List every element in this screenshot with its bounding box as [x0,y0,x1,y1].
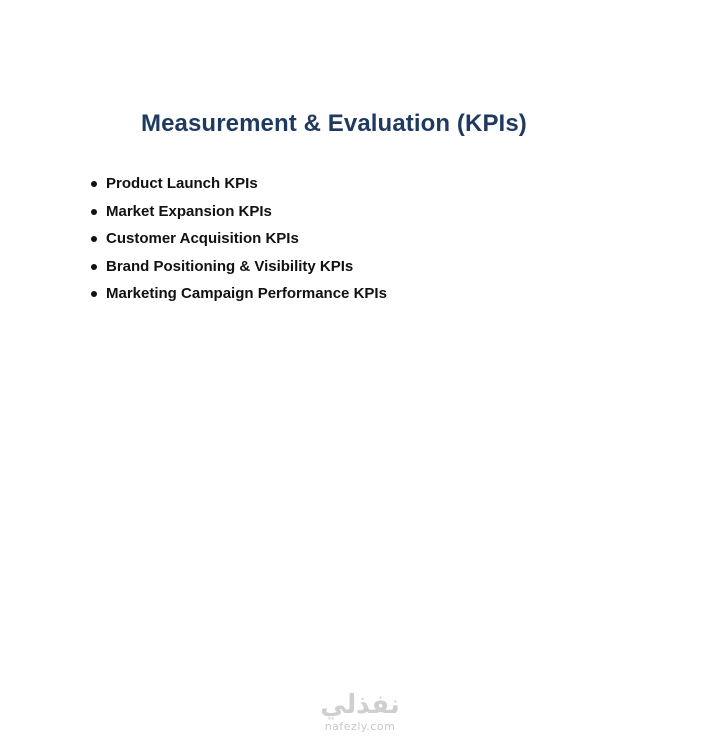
watermark-latin-text: nafezly.com [324,720,396,733]
list-item [88,283,387,311]
list-item [88,201,387,229]
list-item-label: Brand Positioning & Visibility KPIs [106,257,354,275]
list-item-label: Product Launch KPIs [106,175,258,192]
bullet-icon [91,209,97,215]
list-item-label: Market Expansion KPIs [106,202,272,220]
list-item [88,256,387,284]
watermark-arabic-text: نفذلي [320,690,400,720]
watermark-logo [300,690,420,734]
bullet-icon [91,291,97,297]
kpi-list [88,173,387,311]
bullet-icon [91,236,97,242]
list-item [88,228,387,256]
list-item-label: Marketing Campaign Performance KPIs [106,285,387,302]
list-item-label: Customer Acquisition KPIs [106,230,299,247]
page-title: Measurement & Evaluation (KPIs) [141,110,527,137]
bullet-icon [91,264,97,270]
bullet-icon [91,181,97,187]
list-item [88,173,387,201]
